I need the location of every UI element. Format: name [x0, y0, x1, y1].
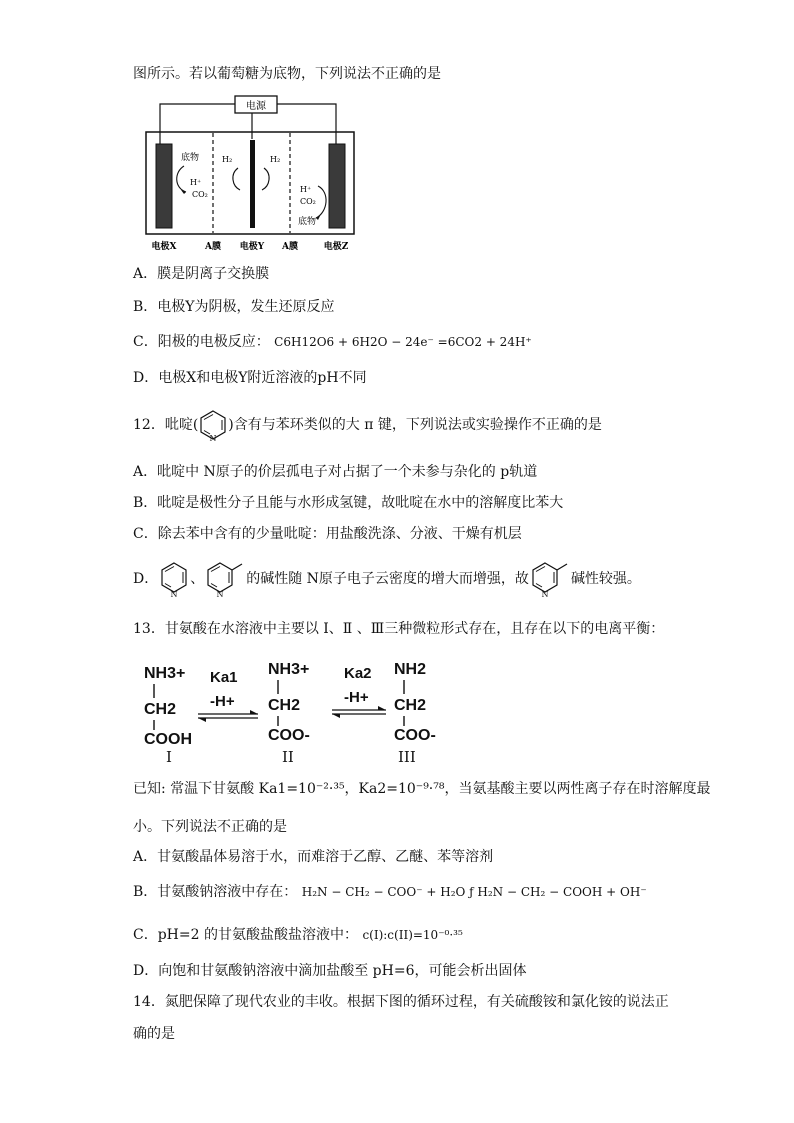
hplus-left-label: H⁺ [190, 178, 202, 187]
q13-option-b-formula: H₂N − CH₂ − COO⁻ + H₂O ƒ H₂N − CH₂ − COOH + OH⁻ [301, 885, 647, 899]
ka2-label: Ka2 [344, 665, 372, 682]
q13-option-a: A．甘氨酸晶体易溶于水，而难溶于乙醇、乙醚、苯等溶剂 [133, 849, 494, 865]
q13-option-d: D．向饱和甘氨酸钠溶液中滴加盐酸至 pH=6，可能会析出固体 [133, 963, 527, 979]
electrode-z [329, 144, 345, 228]
q12-option-d [133, 570, 641, 598]
q12-option-d-middle: 的碱性随 N原子电子云密度的增大而增强，故 [246, 571, 529, 587]
h2-right-label: H₂ [270, 155, 281, 164]
q14-stem-line-1: 14．氮肥保障了现代农业的丰收。根据下图的循环过程，有关硫酸铵和氯化铵的说法正 [133, 994, 669, 1010]
q12-option-d-suffix: 碱性较强。 [570, 571, 641, 587]
label-electrode-x: 电极X [151, 242, 177, 252]
q11-option-d: D．电极X和电极Y附近溶液的pH不同 [133, 370, 367, 386]
q12-stem [133, 416, 602, 442]
species-ii-top: NH3+ [268, 661, 310, 678]
substrate-right-label: 底物 [298, 217, 317, 227]
substrate-left-label: 底物 [181, 153, 200, 163]
species-i-ch2: CH2 [144, 701, 177, 718]
species-i-top: NH3+ [144, 665, 186, 682]
q11-option-c [133, 333, 532, 351]
wire-right [277, 104, 336, 144]
q12-option-a: A．吡啶中 N原子的价层孤电子对占据了一个未参与杂化的 p轨道 [133, 464, 538, 480]
label-membrane-2: A膜 [282, 242, 298, 252]
q12-option-d-prefix: D． [133, 571, 159, 587]
h2-left-label: H₂ [222, 155, 233, 164]
power-source-label: 电源 [246, 101, 266, 112]
q13-option-c-prefix: C．pH=2 的甘氨酸盐酸盐溶液中： [133, 927, 358, 943]
label-electrode-z: 电极Z [323, 242, 349, 252]
q12-stem-pre: 12．吡啶( [133, 417, 199, 433]
q13-option-b [133, 883, 647, 901]
arrow-mid-left-icon [233, 168, 240, 190]
q13-option-b-prefix: B．甘氨酸钠溶液中存在： [133, 884, 298, 900]
electrode-x [156, 144, 172, 228]
label-electrode-y: 电极Y [239, 242, 265, 252]
minus-h-1-label: -H+ [210, 693, 235, 710]
species-i-bottom: COOH [144, 731, 192, 748]
q11-option-a: A．膜是阴离子交换膜 [133, 266, 270, 282]
q12-option-c: C．除去苯中含有的少量吡啶：用盐酸洗涤、分液、干燥有机层 [133, 526, 522, 542]
svg-text:N: N [216, 590, 224, 598]
q12-option-b: B．吡啶是极性分子且能与水形成氢键，故吡啶在水中的溶解度比苯大 [133, 495, 564, 511]
electrolysis-cell-diagram [140, 94, 362, 256]
q11-option-c-formula: C6H12O6 + 6H2O − 24e⁻ =6CO2 + 24H⁺ [274, 335, 532, 349]
species-iii-bottom: COO- [394, 727, 436, 744]
species-iii-top: NH2 [394, 661, 427, 678]
q13-known-line-1: 已知: 常温下甘氨酸 Ka1=10⁻²·³⁵，Ka2=10⁻⁹·⁷⁸，当氨基酸主要以两性离子存在时溶解度最 [133, 781, 711, 797]
wire-left [160, 104, 235, 144]
q13-stem: 13．甘氨酸在水溶液中主要以 Ⅰ、Ⅱ 、Ⅲ三种微粒形式存在，且存在以下的电离平衡： [133, 621, 665, 637]
3-methylpyridine-icon-2 [529, 560, 571, 598]
species-iii-numeral: III [398, 748, 416, 766]
intro-line: 图所示。若以葡萄糖为底物，下列说法不正确的是 [133, 66, 441, 82]
q12-option-d-separator: 、 [190, 571, 205, 587]
arrow-mid-right-icon [262, 168, 269, 190]
co2-right-label: CO₂ [300, 197, 316, 206]
ka1-label: Ka1 [210, 669, 238, 686]
co2-left-label: CO₂ [192, 190, 208, 199]
arrow-right-icon [316, 186, 326, 218]
q13-known-line-2: 小。下列说法不正确的是 [133, 819, 287, 835]
q11-option-b: B．电极Y为阴极，发生还原反应 [133, 299, 335, 315]
pyridine-structure [198, 408, 228, 442]
hplus-right-label: H⁺ [300, 185, 312, 194]
q13-option-c-formula: c(I):c(II)=10⁻⁰·³⁵ [362, 928, 463, 942]
q14-stem-line-2: 确的是 [133, 1026, 175, 1042]
species-ii-ch2: CH2 [268, 697, 301, 714]
minus-h-2-label: -H+ [344, 689, 369, 706]
label-membrane-1: A膜 [205, 242, 221, 252]
svg-text:N: N [541, 590, 549, 598]
q12-stem-post: )含有与苯环类似的大 π 键，下列说法或实验操作不正确的是 [228, 417, 602, 433]
glycine-equilibrium-diagram [140, 648, 460, 766]
species-ii-bottom: COO- [268, 727, 310, 744]
electrode-y [250, 140, 255, 228]
arrow-left-icon [177, 166, 186, 192]
svg-text:N: N [209, 434, 217, 442]
species-ii-numeral: II [282, 748, 294, 766]
pyridine-icon [158, 560, 190, 598]
species-iii-ch2: CH2 [394, 697, 427, 714]
3-methylpyridine-icon [204, 560, 246, 598]
q13-option-c [133, 926, 463, 944]
svg-text:N: N [170, 590, 178, 598]
species-i-numeral: I [166, 748, 172, 766]
q11-option-c-prefix: C．阳极的电极反应： [133, 334, 270, 350]
